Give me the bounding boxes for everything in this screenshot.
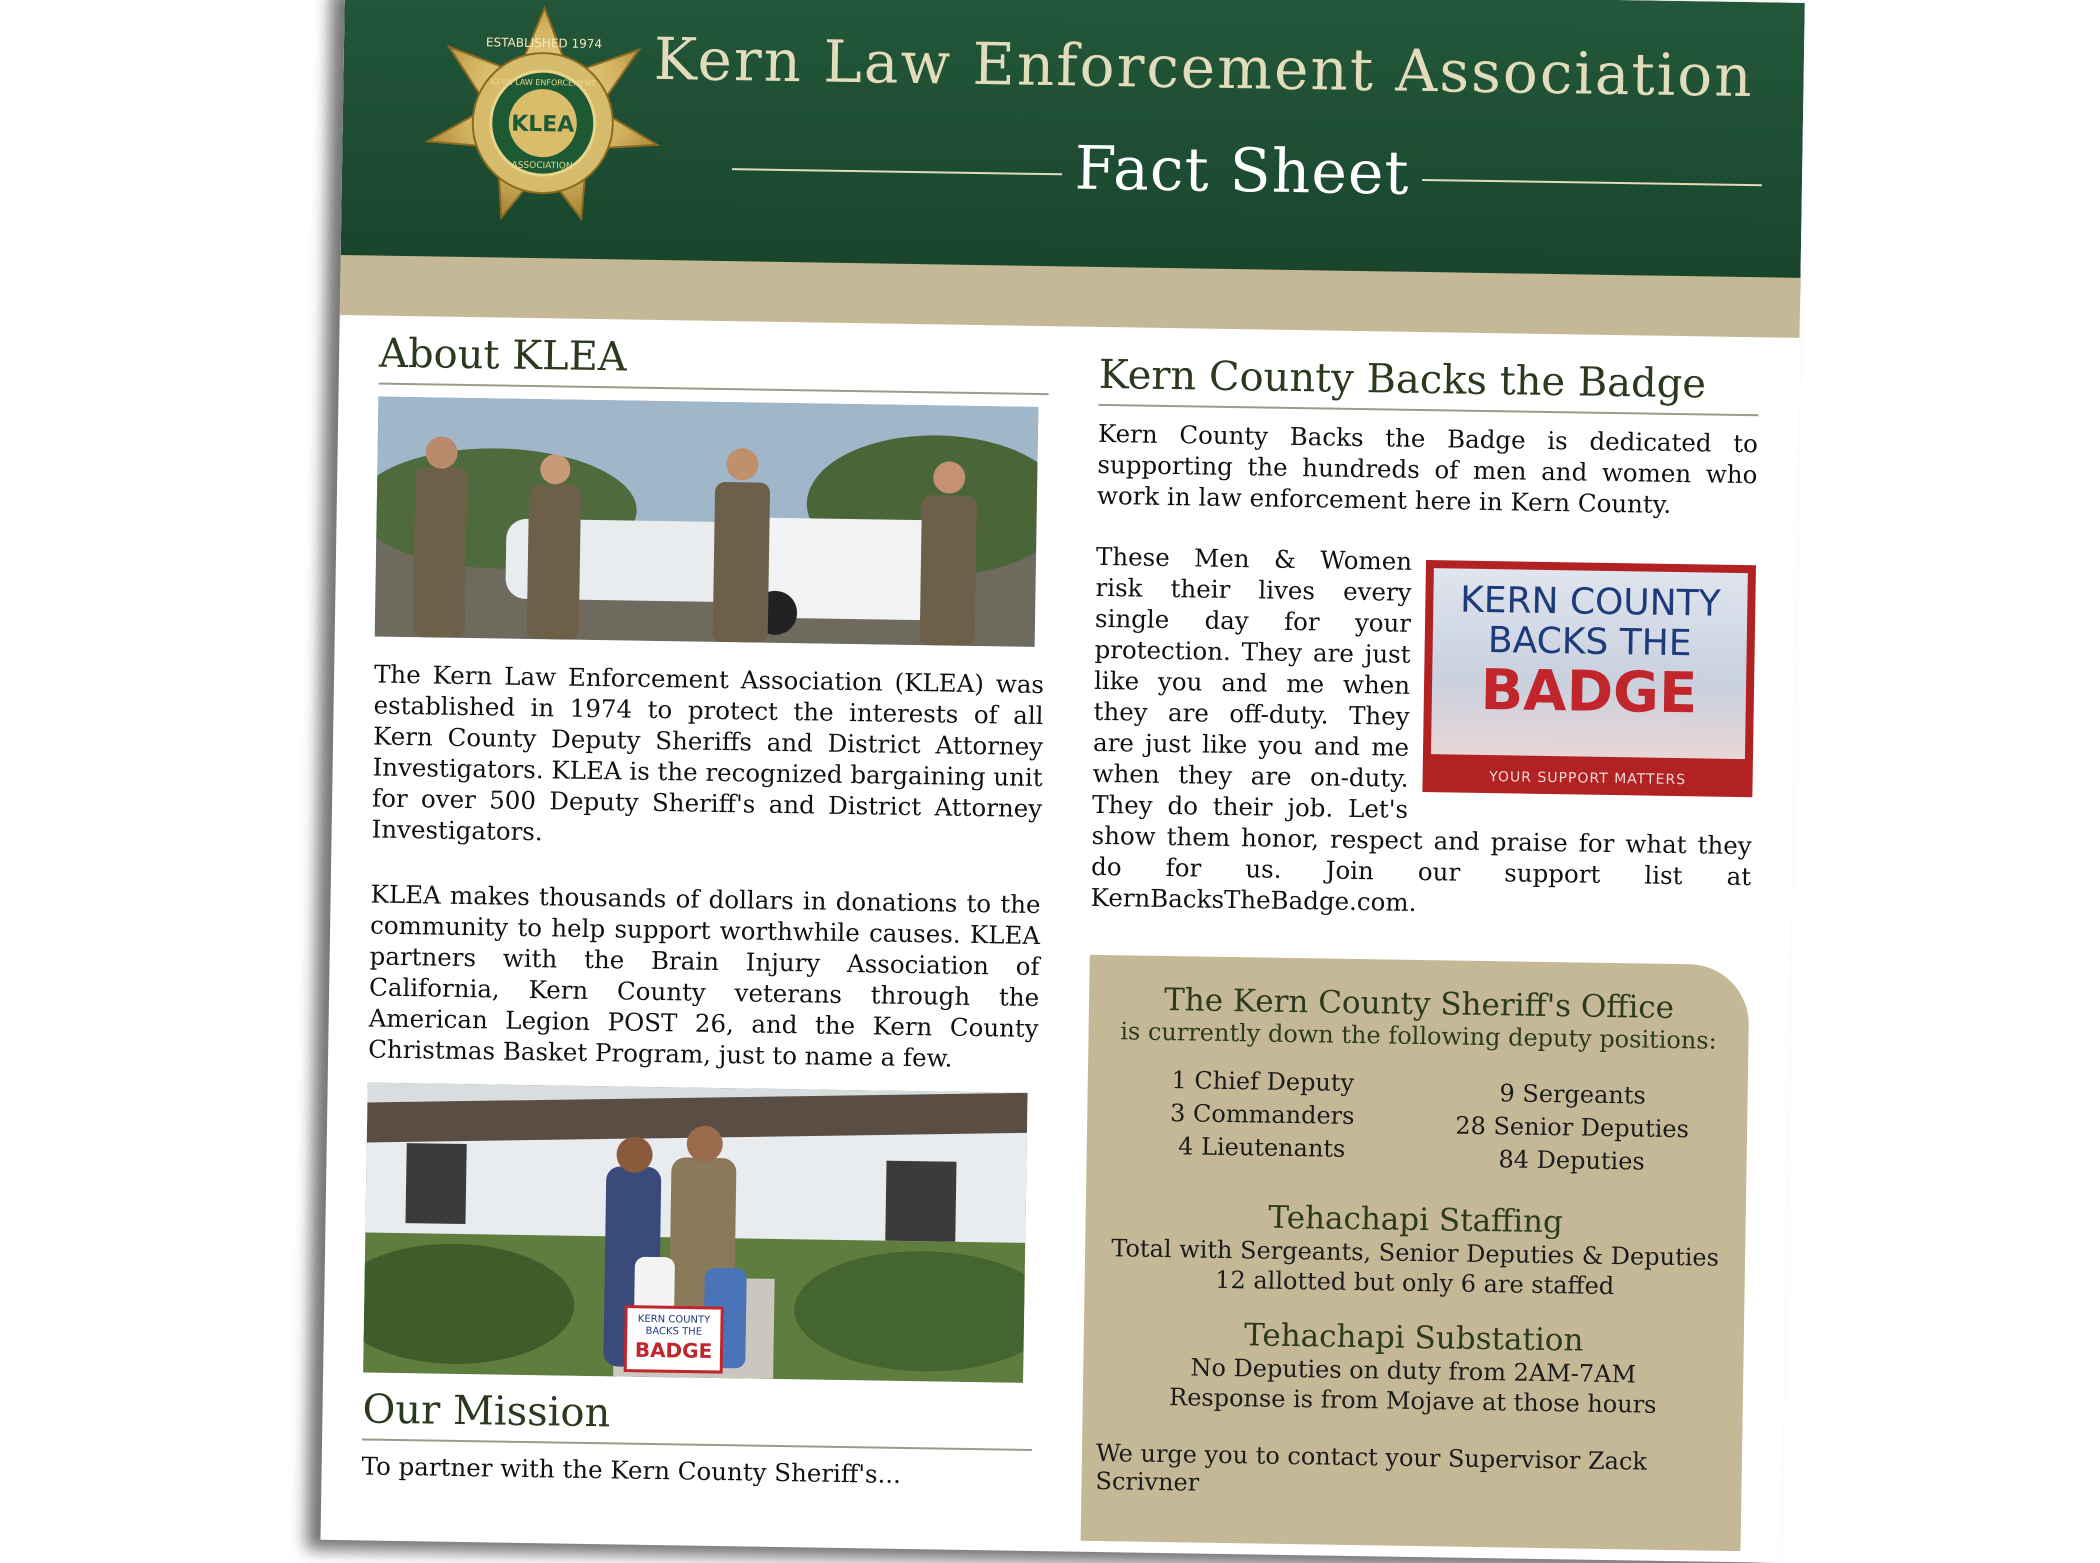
logo-center-text: KLEA bbox=[510, 111, 575, 138]
logo-ring-text: KERN LAW ENFORCEMENT bbox=[490, 77, 597, 88]
banner-line-3: BADGE bbox=[1480, 657, 1698, 727]
positions-right bbox=[1446, 1076, 1698, 1179]
about-paragraph-2: KLEA makes thousands of dollars in donations to the community to help support worthwhile causes. KLEA partners with the Brain Injury Association of California, Kern County veterans through the American Legion POST 26, and the Kern County Christmas Basket Program, just to name a few. bbox=[367, 879, 1041, 1073]
family-sign-text-1: KERN COUNTY bbox=[637, 1313, 711, 1326]
fact-sheet-page bbox=[320, 0, 1804, 1563]
family-photo bbox=[363, 1082, 1027, 1382]
positions-left bbox=[1147, 1064, 1379, 1167]
page-subtitle: Fact Sheet bbox=[1074, 133, 1411, 209]
tehachapi-substation-heading: Tehachapi Substation bbox=[1243, 1317, 1584, 1359]
banner-line-2: BACKS THE bbox=[1487, 620, 1692, 665]
backs-the-badge-banner bbox=[1422, 560, 1756, 797]
staffing-subheading: is currently down the following deputy positions: bbox=[1120, 1017, 1717, 1055]
mission-heading: Our Mission bbox=[362, 1386, 1033, 1451]
positions-list bbox=[1086, 1063, 1748, 1185]
backs-paragraph-2-wrap bbox=[1090, 541, 1756, 923]
deputies-photo bbox=[375, 397, 1039, 647]
about-paragraph-1: The Kern Law Enforcement Association (KLEA) was established in 1974 to protect the interests of all Kern County Deputy Sheriffs and District Attorney Investigators. KLEA is the recognized bargaining unit for over 500 Deputy Sheriff's and District Attorney Investigators. bbox=[371, 659, 1045, 847]
subtitle-rule-right bbox=[1422, 179, 1762, 186]
tehachapi-substation-line-2: Response is from Mojave at those hours bbox=[1168, 1383, 1657, 1419]
klea-star-badge-icon bbox=[421, 1, 665, 245]
position-item: 4 Lieutenants bbox=[1177, 1132, 1346, 1163]
mission-text: To partner with the Kern County Sheriff's... bbox=[361, 1451, 902, 1489]
tehachapi-substation-line-1: No Deputies on duty from 2AM-7AM bbox=[1190, 1353, 1637, 1389]
position-item: 1 Chief Deputy bbox=[1171, 1066, 1355, 1097]
about-heading: About KLEA bbox=[379, 331, 1050, 396]
position-item: 84 Deputies bbox=[1498, 1145, 1645, 1176]
deputies-image bbox=[375, 397, 1039, 647]
tehachapi-staffing-heading: Tehachapi Staffing bbox=[1268, 1199, 1564, 1241]
banner-inner bbox=[1431, 568, 1748, 759]
family-sign-text-3: BADGE bbox=[634, 1337, 713, 1363]
contact-supervisor-text: We urge you to contact your Supervisor Zack Scrivner bbox=[1095, 1438, 1648, 1497]
backs-paragraph-1: Kern County Backs the Badge is dedicated to supporting the hundreds of men and women who work in law enforcement here in Kern County. bbox=[1096, 418, 1759, 519]
subtitle-rule-left bbox=[732, 168, 1062, 175]
staffing-heading: The Kern County Sheriff's Office bbox=[1163, 981, 1675, 1026]
banner-footer: YOUR SUPPORT MATTERS bbox=[1489, 769, 1687, 789]
family-sign-text-2: BACKS THE bbox=[645, 1325, 703, 1338]
family-image bbox=[363, 1082, 1027, 1382]
position-item: 28 Senior Deputies bbox=[1455, 1111, 1690, 1144]
tehachapi-staffing-line-1: Total with Sergeants, Senior Deputies & Deputies bbox=[1111, 1234, 1720, 1272]
subtitle-row bbox=[731, 128, 1762, 224]
right-column bbox=[1081, 352, 1760, 1551]
backs-heading: Kern County Backs the Badge bbox=[1098, 352, 1759, 416]
page-title: Kern Law Enforcement Association bbox=[653, 24, 1755, 111]
backs-paragraph-2: These Men & Women risk their lives every single day for your protection. They are just like you and me when they are off-duty. They are just like you and me when they are on-duty. They do their job. Let's show them honor, respect and praise for what they do for us. Join our support list at KernBacksTheBadge.com. bbox=[1090, 541, 1752, 917]
logo-bottom-text: ASSOCIATION bbox=[511, 160, 573, 172]
position-item: 9 Sergeants bbox=[1499, 1079, 1647, 1110]
left-column bbox=[361, 331, 1049, 1492]
banner-line-1: KERN COUNTY bbox=[1459, 579, 1721, 625]
position-item: 3 Commanders bbox=[1169, 1099, 1355, 1130]
tehachapi-staffing-line-2: 12 allotted but only 6 are staffed bbox=[1214, 1265, 1615, 1301]
logo-top-text: ESTABLISHED 1974 bbox=[485, 35, 603, 52]
staffing-panel bbox=[1081, 955, 1750, 1551]
